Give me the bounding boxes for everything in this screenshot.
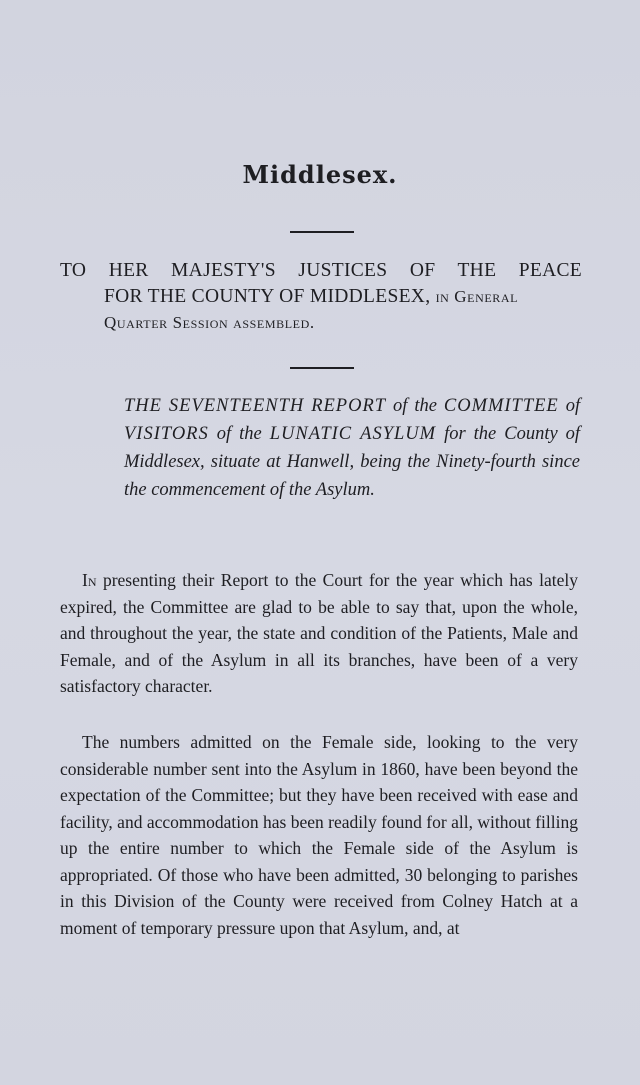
report-title-word: of [565, 396, 581, 416]
address-line-2-small: in General [435, 287, 519, 306]
address-line-1: TO HER MAJESTY'S JUSTICES OF THE PEACE [60, 260, 582, 281]
report-title [124, 392, 580, 504]
report-title-word: SEVENTEENTH [168, 396, 305, 416]
address-line-3: Quarter Session assembled. [104, 313, 315, 332]
divider-rule [290, 231, 354, 233]
divider-rule [290, 367, 354, 369]
address-line-2-main: FOR THE COUNTY OF MIDDLESEX, [104, 286, 431, 307]
report-title-word: the [414, 396, 437, 416]
report-title-word: THE [124, 396, 162, 416]
report-title-word: ASYLUM [360, 424, 437, 444]
paragraph-first-word: In [82, 570, 97, 590]
report-title-word: VISITORS [124, 424, 209, 444]
report-title-word: REPORT [311, 396, 387, 416]
body-paragraph-1 [60, 567, 578, 700]
address-line-2 [60, 284, 582, 310]
paragraph-text: presenting their Report to the Court for the year which has lately expired, the Committee are glad to be able to say that, upon the whole, and throughout the year, the state and condition of the Patients, Male and Female, and of the Asylum in all its branches, have been of a very satisfactory character. [60, 570, 579, 696]
report-title-word: of [393, 396, 408, 416]
report-title-word: the [239, 424, 262, 444]
report-title-rest: for the County of Middlesex, situate at Hanwell, being the Ninety-fourth since the commencement of the Asylum. [124, 424, 581, 500]
report-title-word: COMMITTEE [443, 396, 559, 416]
report-title-word: LUNATIC [269, 424, 353, 444]
body-paragraph-2: The numbers admitted on the Female side, looking to the very considerable number sent into the Asylum in 1860, have been beyond the expectation of the Committee; but they have been received with ease and facility, and accommodation has been readily found for all, without filling up the entire number to which the Female side of the Asylum is appropriated. Of those who have been admitted, 30 belonging to parishes in this Division of the County were received from Colney Hatch at a moment of temporary pressure upon that Asylum, and, at [60, 732, 578, 938]
page-heading: Middlesex. [242, 160, 398, 189]
address-block [60, 258, 582, 336]
report-title-word: of [216, 424, 232, 444]
